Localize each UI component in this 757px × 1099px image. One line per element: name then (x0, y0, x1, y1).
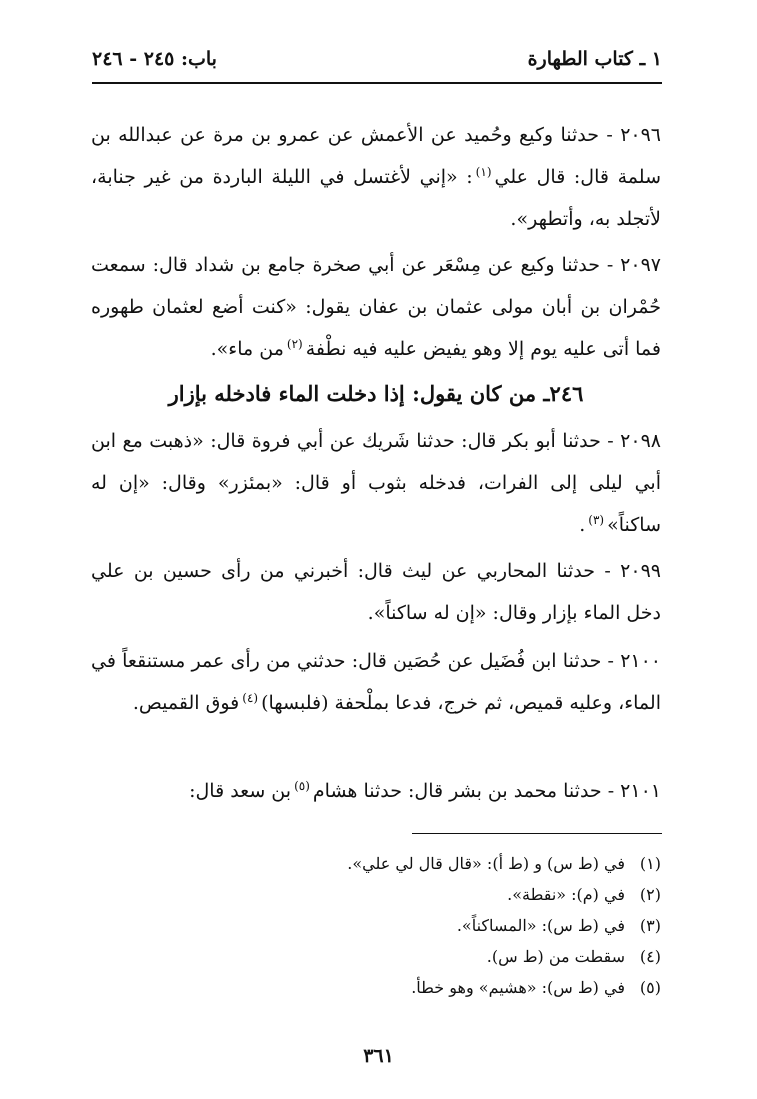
footnote-number: (٤) (639, 947, 661, 966)
footnote-number: (١) (639, 854, 661, 873)
hadith-text: حدثنا ابن فُضَيل عن حُصَين قال: حدثني من رأى عمر مستنقعاً في الماء، وعليه قميص، ثم خرج، فدعا بملْحفة (فلبسها) (91, 650, 661, 714)
footnotes-list (91, 848, 661, 1003)
footnote-ref: (١) (475, 164, 492, 179)
page-number: ٣٦١ (363, 1045, 394, 1067)
hadith-text-tail: من ماء». (210, 338, 284, 360)
hadith-text-tail: فوق القميص. (132, 692, 240, 714)
hadith-text-tail: بن سعد قال: (189, 780, 292, 802)
hadith-paragraph-2101: ٢١٠١ - حدثنا محمد بن بشر قال: حدثنا هشام$^{(٥)}$بن سعد قال: (189, 778, 661, 802)
footnote-text: سقطت من (ط س). (486, 947, 625, 966)
footnote-number: (٢) (639, 885, 661, 904)
hadith-number: ٢٠٩٧ (620, 254, 661, 276)
hadith-text-tail: . (579, 514, 586, 536)
footnote-text: في (ط س): «هشيم» وهو خطأ. (411, 978, 625, 997)
footnote-text: في (ط س): «المساكناً». (456, 916, 625, 935)
hadith-text-tail: : «إني لأغتسل في الليلة الباردة من غير جنابة، لأتجلد به، وأتطهر». (91, 166, 661, 230)
footnote-text: في (ط س) و (ط أ): «قال قال لي علي». (347, 854, 625, 873)
footnote-item (91, 848, 661, 879)
footnote-ref: (٤) (242, 690, 259, 705)
footnote-number: (٥) (639, 978, 661, 997)
section-heading: ٢٤٦ـ من كان يقول: إذا دخلت الماء فادخله بإزار (168, 381, 584, 406)
hadith-paragraph-2098: ٢٠٩٨ - حدثنا أبو بكر قال: حدثنا شَريك عن أبي فروة قال: «ذهبت مع ابن أبي ليلى إلى الفرات، فدخله بثوب أو قال: «بمئزر» وقال: «إن له ساكناً»$^{(٣)}$. (91, 430, 661, 536)
page-header (92, 44, 662, 76)
hadith-text: حدثنا المحاربي عن ليث قال: أخبرني من رأى حسين بن علي دخل الماء بإزار وقال: «إن له ساكناً». (91, 560, 661, 624)
hadith-paragraph-2097: ٢٠٩٧ - حدثنا وكيع عن مِسْعَر عن أبي صخرة جامع بن شداد قال: سمعت حُمْران بن أبان مولى عثمان بن عفان يقول: «كنت أضع لعثمان طهوره فما أتى عليه يوم إلا وهو يفيض عليه فيه نطْفة$^{(٢)}$من ماء». (91, 254, 661, 360)
footnote-ref: (٥) (294, 778, 310, 793)
footnote-item (91, 972, 661, 1003)
hadith-number: ٢٠٩٦ (620, 124, 662, 146)
hadith-text: حدثنا وكيع عن مِسْعَر عن أبي صخرة جامع بن شداد قال: سمعت حُمْران بن أبان مولى عثمان بن عفان يقول: «كنت أضع لعثمان طهوره فما أتى عليه يوم إلا وهو يفيض عليه فيه نطْفة (91, 254, 661, 360)
hadith-number: ٢١٠٠ (620, 650, 662, 672)
header-chapter-range: باب: ٢٤٥ - ٢٤٦ (92, 48, 217, 70)
footnote-item (91, 879, 661, 910)
hadith-number: ٢١٠١ (620, 780, 661, 802)
hadith-number: ٢٠٩٨ (620, 430, 661, 452)
footnote-item (91, 910, 661, 941)
footnote-ref: (٣) (588, 512, 605, 527)
footnote-rule (412, 833, 662, 834)
hadith-paragraph-2096: ٢٠٩٦ - حدثنا وكيع وحُميد عن الأعمش عن عمرو بن مرة عن عبدالله بن سلمة قال: قال علي$^{(١)}$: «إني لأغتسل في الليلة الباردة من غير جنابة، لأتجلد به، وأتطهر». (91, 124, 662, 230)
hadith-text: حدثنا وكيع وحُميد عن الأعمش عن عمرو بن مرة عن عبدالله بن سلمة قال: قال علي (91, 124, 661, 188)
hadith-text: حدثنا أبو بكر قال: حدثنا شَريك عن أبي فروة قال: «ذهبت مع ابن أبي ليلى إلى الفرات، فدخله بثوب أو قال: «بمئزر» وقال: «إن له ساكناً» (91, 430, 661, 536)
footnote-ref: (٢) (286, 336, 303, 351)
hadith-number: ٢٠٩٩ (620, 560, 661, 582)
footnote-text: في (م): «نقطة». (507, 885, 625, 904)
header-book-title: ١ ـ كتاب الطهارة (527, 48, 662, 70)
hadith-paragraph-2100: ٢١٠٠ - حدثنا ابن فُضَيل عن حُصَين قال: حدثني من رأى عمر مستنقعاً في الماء، وعليه قميص، ثم خرج، فدعا بملْحفة (فلبسها)$^{(٤)}$فوق القميص. (91, 650, 662, 714)
footnote-item (91, 941, 661, 972)
hadith-text: حدثنا محمد بن بشر قال: حدثنا هشام (312, 780, 602, 802)
header-rule (92, 82, 662, 84)
hadith-paragraph-2099: ٢٠٩٩ - حدثنا المحاربي عن ليث قال: أخبرني من رأى حسين بن علي دخل الماء بإزار وقال: «إن له ساكناً». (91, 560, 661, 624)
footnote-number: (٣) (639, 916, 661, 935)
